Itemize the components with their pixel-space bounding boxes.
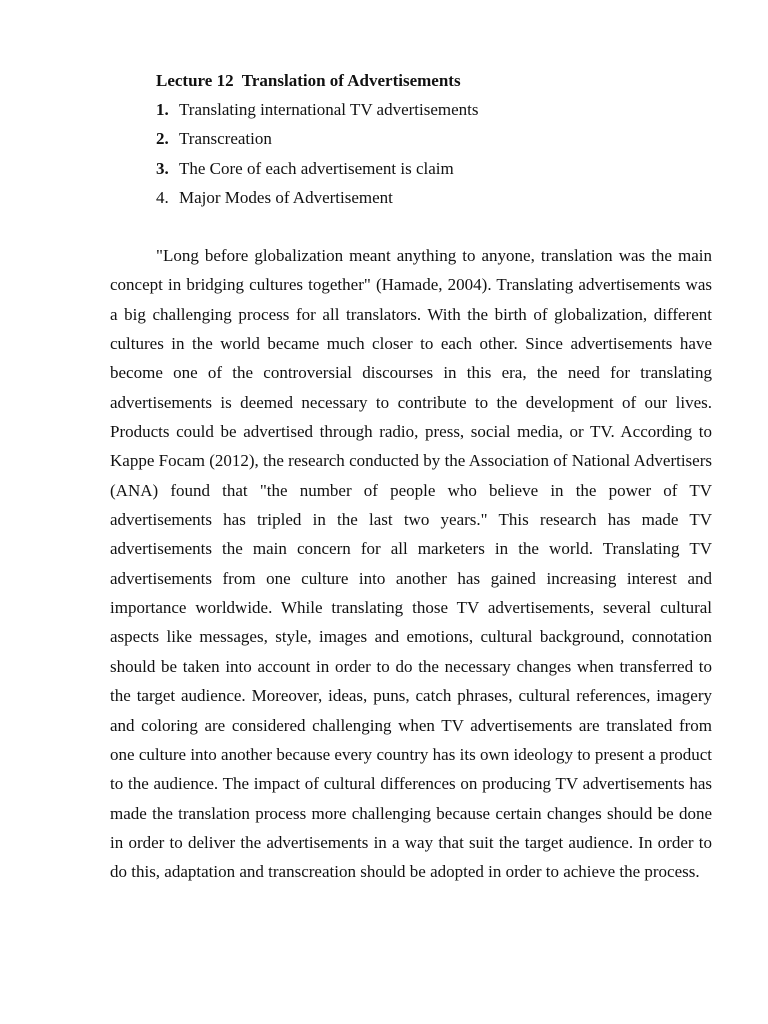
outline-item-4 (156, 183, 716, 212)
outline-text: Transcreation (179, 129, 272, 149)
outline-number: 2. (156, 129, 169, 149)
lecture-title: Lecture 12 Translation of Advertisements (156, 71, 461, 90)
outline-number: 4. (156, 187, 169, 207)
body-paragraph: "Long before globalization meant anything to anyone, translation was the main concept in bridging cultures together" (Hamade, 2004). Translating advertisements was a big challenging process for all translators. With the birth of globalization, different cultures in the world became much closer to each other. Since advertisements have become one of the controversial discourses in this era, the need for translating advertisements is deemed necessary to contribute to the development of our lives. Products could be advertised through radio, press, social media, or TV. According to Kappe Focam (2012), the research conducted by the Association of National Advertisers (ANA) found that "the number of people who believe in the power of TV advertisements has tripled in the last two years." This research has made TV advertisements the main concern for all marketers in the world. Translating TV advertisements from one culture into another has gained increasing interest and importance worldwide. While translating those TV advertisements, several cultural aspects like messages, style, images and emotions, cultural background, connotation should be taken into account in order to do the necessary changes when transferred to the target audience. Moreover, ideas, puns, catch phrases, cultural references, imagery and coloring are considered challenging when TV advertisements are translated from one culture into another because every country has its own ideology to present a product to the audience. The impact of cultural differences on producing TV advertisements has made the translation process more challenging because certain changes should be done in order to deliver the advertisements in a way that suit the target audience. In order to do this, adaptation and transcreation should be adopted in order to achieve the process. (110, 246, 712, 882)
outline-text: Translating international TV advertisements (179, 100, 479, 120)
outline-text: The Core of each advertisement is claim (179, 158, 454, 178)
outline-item-1 (156, 95, 716, 124)
outline-item-3 (156, 154, 716, 183)
outline-number: 3. (156, 158, 169, 178)
outline-item-2 (156, 124, 716, 153)
outline-text: Major Modes of Advertisement (179, 187, 393, 207)
lecture-header (156, 66, 716, 212)
outline-number: 1. (156, 100, 169, 120)
